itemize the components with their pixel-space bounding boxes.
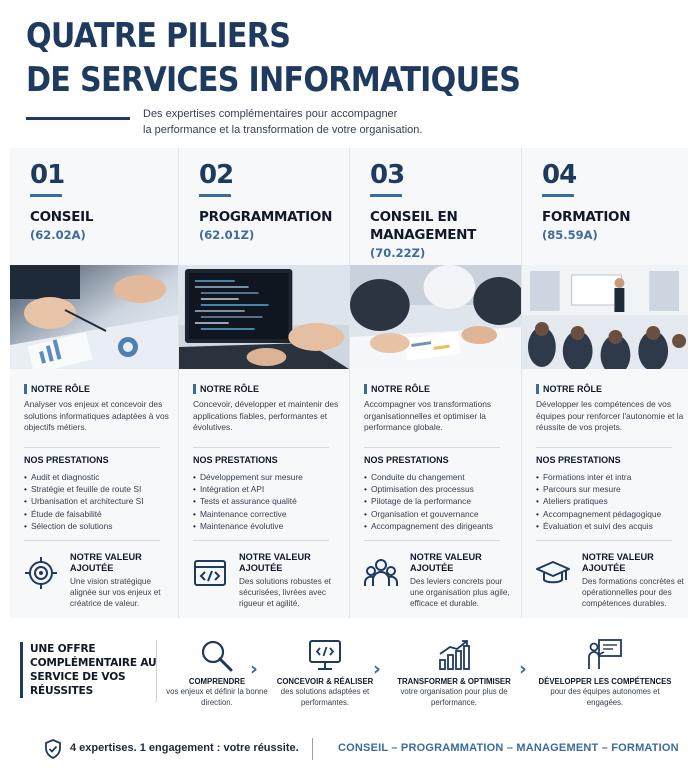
divider — [24, 447, 160, 448]
training-room-photo — [522, 265, 688, 369]
step-transformer — [390, 638, 518, 708]
role-text: Analyser vos enjeux et concevoir des solutions informatiques adaptées à vos objectifs métiers. — [24, 399, 169, 432]
footer-domains: CONSEIL – PROGRAMMATION – MANAGEMENT – FORMATION — [338, 742, 679, 754]
subtitle-line-2: la performance et la transformation de votre organisation. — [143, 123, 423, 136]
shield-check-icon — [44, 739, 62, 759]
pillar-code: (85.59A) — [542, 228, 598, 242]
step-title: CONCEVOIR & RÉALISER — [276, 677, 374, 686]
list-item: • Stratégie et feuille de route SI — [24, 483, 174, 495]
list-item: • Optimisation des processus — [364, 483, 514, 495]
list-item: • Ateliers pratiques — [536, 495, 686, 507]
role-heading: NOTRE RÔLE — [193, 384, 259, 394]
list-item: • Organisation et gouvernance — [364, 508, 514, 520]
step-text: votre organisation pour plus de performance. — [400, 687, 508, 707]
list-item: • Maintenance évolutive — [193, 520, 343, 532]
presenter-icon — [587, 638, 623, 672]
pillar-code: (62.02A) — [30, 228, 86, 242]
role-text: Accompagner vos transformations organisationnelles et optimiser la performance globale. — [364, 399, 492, 432]
pillar-programmation — [178, 148, 349, 618]
services-heading: NOS PRESTATIONS — [536, 455, 621, 465]
pillar-title — [542, 208, 682, 244]
business-analysis-photo — [10, 265, 178, 369]
pillar-number: 01 — [30, 160, 65, 190]
pillars-grid — [10, 148, 688, 618]
offer-separator — [156, 640, 157, 702]
list-item: • Parcours sur mesure — [536, 483, 686, 495]
services-heading: NOS PRESTATIONS — [193, 455, 278, 465]
pillar-name: CONSEIL — [30, 209, 94, 225]
list-item: • Étude de faisabilité — [24, 508, 174, 520]
divider — [24, 540, 160, 541]
step-developper — [534, 638, 676, 708]
pillar-code: (62.01Z) — [199, 228, 255, 242]
pillar-name: CONSEIL EN MANAGEMENT — [370, 209, 477, 243]
pillar-number: 02 — [199, 160, 234, 190]
subtitle — [143, 107, 422, 138]
number-underline — [370, 194, 402, 197]
list-item: • Développement sur mesure — [193, 471, 343, 483]
subtitle-line-1: Des expertises complémentaires pour accompagner — [143, 108, 398, 120]
services-heading: NOS PRESTATIONS — [364, 455, 449, 465]
pillar-number: 04 — [542, 160, 577, 190]
services-list — [193, 471, 343, 532]
divider — [536, 447, 672, 448]
magnifier-icon — [199, 638, 235, 672]
divider — [364, 447, 500, 448]
list-item: • Tests et assurance qualité — [193, 495, 343, 507]
pillar-title — [199, 208, 339, 244]
pillar-conseil — [10, 148, 178, 618]
laptop-code-photo — [179, 265, 349, 369]
divider — [193, 447, 329, 448]
step-title: TRANSFORMER & OPTIMISER — [397, 677, 511, 686]
target-icon — [24, 556, 58, 590]
code-window-icon — [193, 556, 227, 590]
footer-separator — [312, 738, 313, 760]
divider — [536, 540, 672, 541]
pillar-code: (70.22Z) — [370, 246, 426, 260]
offer-band — [10, 628, 688, 726]
list-item: • Audit et diagnostic — [24, 471, 174, 483]
title-line-2: DE SERVICES INFORMATIQUES — [26, 60, 521, 99]
role-heading: NOTRE RÔLE — [24, 384, 90, 394]
services-heading: NOS PRESTATIONS — [24, 455, 109, 465]
role-text: Concevoir, développer et maintenir des applications fiables, performantes et évolutives. — [193, 399, 339, 432]
value-heading: NOTRE VALEUR AJOUTÉE — [70, 552, 142, 573]
graduation-cap-icon — [536, 556, 570, 590]
step-text: vos enjeux et définir la bonne direction. — [166, 687, 268, 707]
title-line-1: QUATRE PILIERS — [26, 16, 291, 55]
pillar-formation — [521, 148, 688, 618]
role-heading: NOTRE RÔLE — [536, 384, 602, 394]
divider — [193, 540, 329, 541]
list-item: • Maintenance corrective — [193, 508, 343, 520]
role-text: Développer les compétences de vos équipes pour renforcer l'autonomie et la réussite de vos projets. — [536, 399, 684, 432]
step-text: des solutions adaptées et performantes. — [280, 687, 370, 707]
services-list — [24, 471, 174, 532]
chevron-right-icon: › — [373, 658, 381, 680]
code-monitor-icon — [307, 638, 343, 672]
list-item: • Pilotage de la performance — [364, 495, 514, 507]
list-item: • Intégration et API — [193, 483, 343, 495]
team-icon — [364, 556, 398, 590]
growth-chart-icon — [436, 638, 472, 672]
list-item: • Urbanisation et architecture SI — [24, 495, 174, 507]
pillar-title — [370, 208, 510, 262]
value-text: Des formations concrètes et opérationnelles pour des compétences durables. — [582, 577, 684, 608]
chevron-right-icon: › — [250, 658, 258, 680]
page-title — [26, 14, 520, 102]
value-text: Une vision stratégique alignée sur vos enjeux et créatrice de valeur. — [70, 577, 161, 608]
role-heading: NOTRE RÔLE — [364, 384, 430, 394]
chevron-right-icon: › — [519, 658, 527, 680]
value-heading: NOTRE VALEUR AJOUTÉE — [410, 552, 482, 573]
services-list — [364, 471, 514, 532]
list-item: • Évaluation et suivi des acquis — [536, 520, 686, 532]
value-text: Des solutions robustes et sécurisées, livrées avec rigueur et agilité. — [239, 577, 331, 608]
services-list — [536, 471, 686, 532]
number-underline — [542, 194, 574, 197]
list-item: • Accompagnement pédagogique — [536, 508, 686, 520]
meeting-photo — [350, 265, 521, 369]
step-title: COMPRENDRE — [188, 677, 246, 686]
value-heading: NOTRE VALEUR AJOUTÉE — [239, 552, 311, 573]
step-comprendre — [158, 638, 276, 708]
value-text: Des leviers concrets pour une organisation plus agile, efficace et durable. — [410, 577, 510, 608]
list-item: • Formations inter et intra — [536, 471, 686, 483]
footer-tagline: 4 expertises. 1 engagement : votre réussite. — [70, 742, 299, 754]
footer — [0, 732, 699, 766]
divider — [364, 540, 500, 541]
value-heading: NOTRE VALEUR AJOUTÉE — [582, 552, 654, 573]
number-underline — [199, 194, 231, 197]
pillar-name: FORMATION — [542, 209, 631, 225]
step-text: pour des équipes autonomes et engagées. — [550, 687, 660, 707]
step-title: DÉVELOPPER LES COMPÉTENCES — [538, 677, 672, 686]
pillar-number: 03 — [370, 160, 405, 190]
list-item: • Accompagnement des dirigeants — [364, 520, 514, 532]
list-item: • Sélection de solutions — [24, 520, 174, 532]
pillar-title — [30, 208, 170, 244]
title-underline — [26, 117, 130, 120]
pillar-name: PROGRAMMATION — [199, 209, 333, 225]
pillar-conseil-management — [349, 148, 521, 618]
offer-title: UNE OFFRE COMPLÉMENTAIRE AU SERVICE DE VOS RÉUSSITES — [20, 642, 160, 698]
list-item: • Conduite du changement — [364, 471, 514, 483]
number-underline — [30, 194, 62, 197]
step-concevoir — [266, 638, 384, 708]
